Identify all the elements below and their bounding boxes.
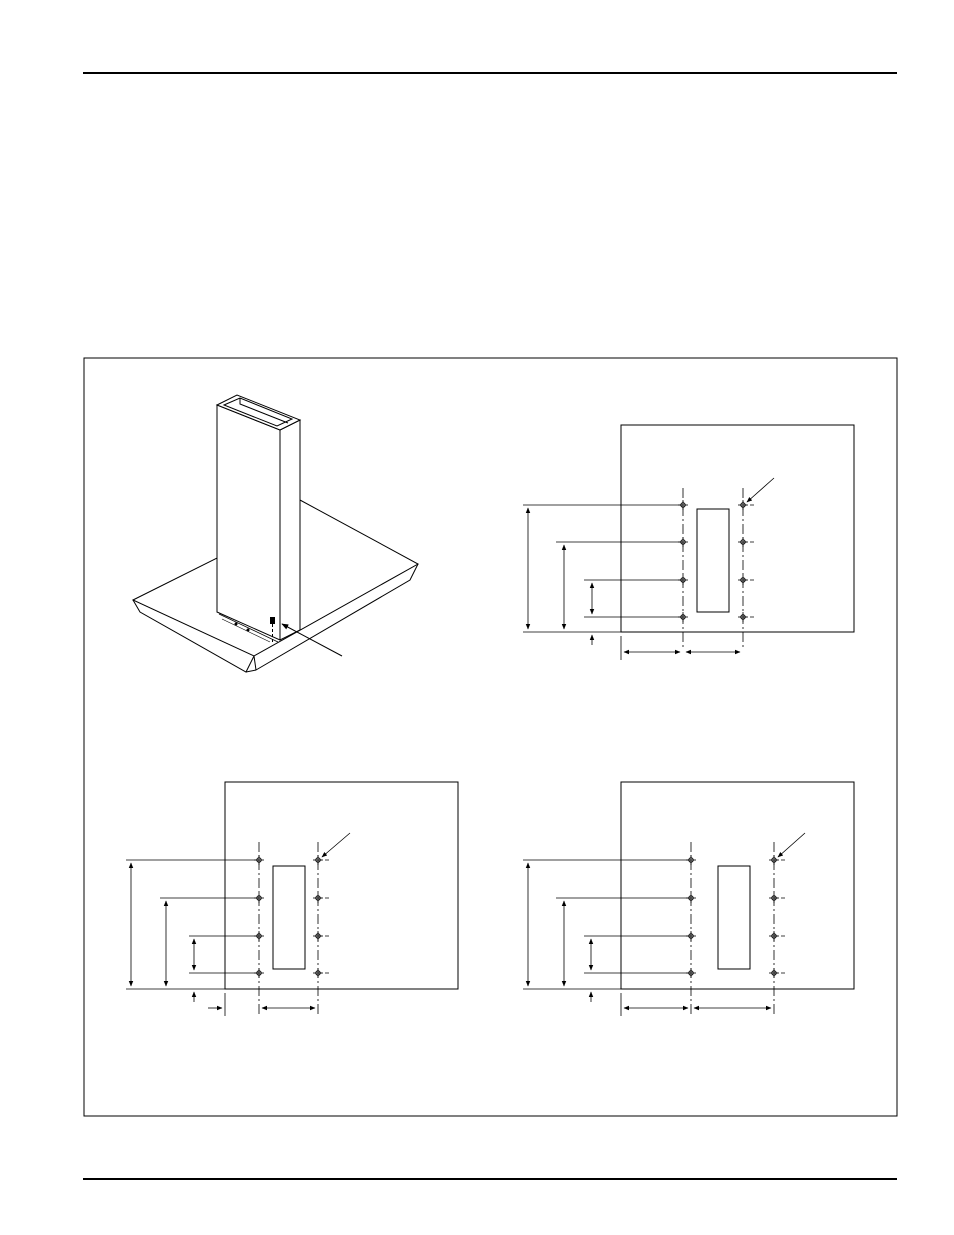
hole-pattern-b (126, 782, 458, 1016)
isometric-cabinet-drawing (133, 395, 418, 672)
figure-frame (84, 358, 897, 1116)
hole-pattern-c (523, 782, 854, 1016)
hole-pattern-a (523, 425, 854, 660)
